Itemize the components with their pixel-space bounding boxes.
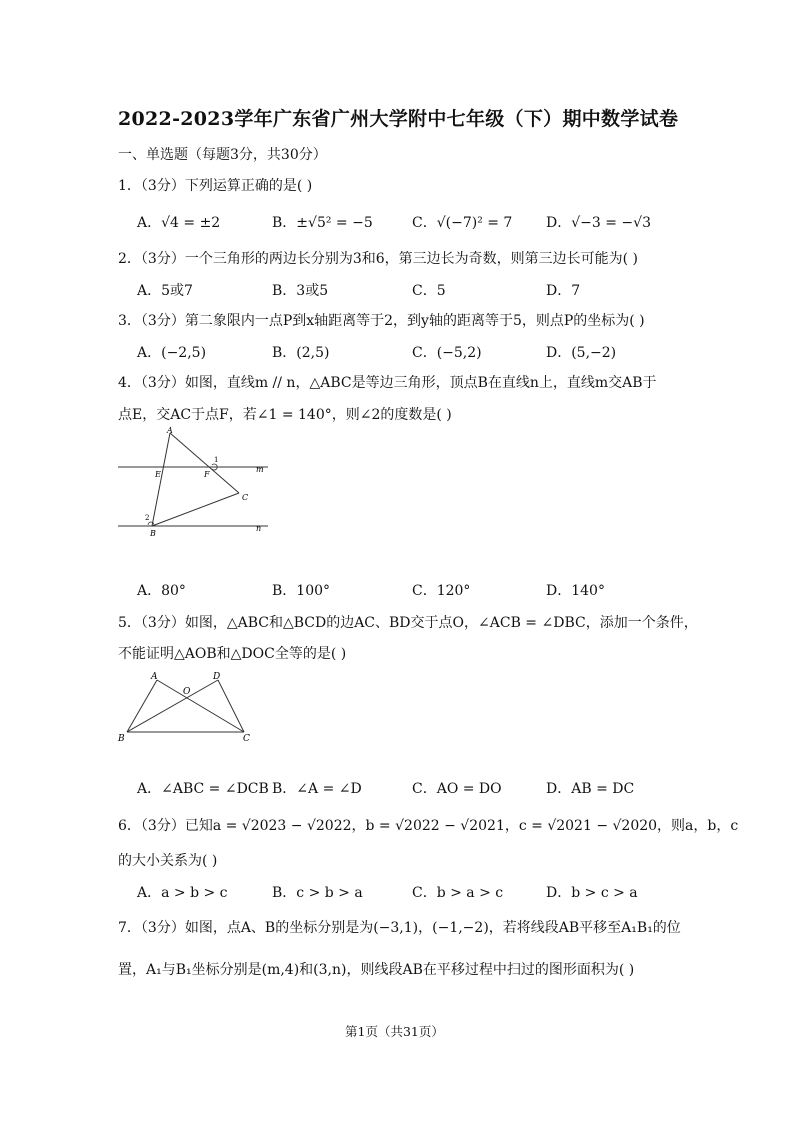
section-header: 一、单选题（每题3分，共30分）	[118, 147, 327, 163]
side-ab	[152, 433, 170, 526]
fig4-label-b: B	[150, 529, 156, 538]
fig4-label-a: A	[167, 426, 173, 435]
fig5-label-a: A	[151, 672, 158, 682]
q4-option-d: D．140°	[546, 583, 605, 599]
q6-option-b: B．c > b > a	[272, 885, 363, 901]
question-1-stem: 1．（3分）下列运算正确的是( )	[118, 178, 313, 194]
question-6-stem-line2: 的大小关系为( )	[118, 853, 218, 869]
side-bc	[152, 493, 239, 526]
q2-option-d: D．7	[546, 283, 581, 299]
question-3-stem: 3．（3分）第二象限内一点P到x轴距离等于2，到y轴的距离等于5，则点P的坐标为( )	[118, 313, 645, 329]
q3-option-b: B．(2,5)	[272, 345, 330, 361]
fig4-label-m: m	[256, 465, 264, 474]
q6-option-a: A．a > b > c	[137, 885, 228, 901]
question-5-stem-line1: 5．（3分）如图，△ABC和△BCD的边AC、BD交于点O，∠ACB = ∠DBC，添加一个条件，	[118, 615, 698, 631]
fig4-label-e: E	[155, 470, 161, 479]
fig5-label-b: B	[118, 734, 125, 744]
fig5-label-d: D	[213, 672, 221, 682]
q1-option-a: A．√4 = ±2	[137, 215, 221, 231]
angle-2-arc	[148, 522, 154, 525]
q3-option-c: C．(−5,2)	[412, 345, 482, 361]
q6-option-c: C．b > a > c	[412, 885, 504, 901]
question-7-stem-line1: 7．（3分）如图，点A、B的坐标分别是为(−3,1)，(−1,−2)，若将线段AB平移至A₁B₁的位	[118, 920, 681, 936]
q5-option-c: C．AO = DO	[412, 781, 502, 797]
page-title: 2022-2023学年广东省广州大学附中七年级（下）期中数学试卷	[118, 108, 679, 130]
question-4-stem-line2: 点E，交AC于点F，若∠1 = 140°，则∠2的度数是( )	[118, 407, 452, 423]
q2-option-c: C．5	[412, 283, 446, 299]
figure-q4	[118, 425, 268, 540]
fig4-label-1: 1	[214, 456, 219, 464]
question-4-stem-line1: 4．（3分）如图，直线m // n，△ABC是等边三角形，顶点B在直线n上，直线m交AB于	[118, 375, 657, 391]
q5-option-a: A．∠ABC = ∠DCB	[137, 781, 269, 797]
q3-option-a: A．(−2,5)	[137, 345, 207, 361]
q4-option-a: A．80°	[137, 583, 186, 599]
q1-option-d: D．√−3 = −√3	[546, 215, 651, 231]
fig4-label-n: n	[256, 524, 262, 533]
fig4-label-f: F	[204, 470, 210, 479]
question-2-stem: 2．（3分）一个三角形的两边长分别为3和6，第三边长为奇数，则第三边长可能为( )	[118, 251, 639, 267]
q6-option-d: D．b > c > a	[546, 885, 638, 901]
q1-option-b: B．±√5² = −5	[272, 215, 373, 231]
question-5-stem-line2: 不能证明△AOB和△DOC全等的是( )	[118, 646, 347, 662]
question-6-stem-line1: 6．（3分）已知a = √2023 − √2022，b = √2022 − √2021，c = √2021 − √2020，则a，b，c	[118, 818, 739, 834]
q4-option-c: C．120°	[412, 583, 471, 599]
fig4-label-c: C	[242, 493, 249, 502]
question-7-stem-line2: 置，A₁与B₁坐标分别是(m,4)和(3,n)，则线段AB在平移过程中扫过的图形面积为( )	[118, 962, 635, 978]
q5-option-b: B．∠A = ∠D	[272, 781, 362, 797]
fig5-label-o: O	[183, 687, 191, 697]
segment-db	[127, 680, 218, 732]
q4-option-b: B．100°	[272, 583, 331, 599]
segment-ba	[127, 680, 157, 732]
fig4-label-2: 2	[145, 514, 150, 522]
q5-option-d: D．AB = DC	[546, 781, 635, 797]
side-ac	[170, 433, 239, 493]
page-footer: 第1页（共31页）	[345, 1024, 444, 1039]
q3-option-d: D．(5,−2)	[546, 345, 617, 361]
q1-option-c: C．√(−7)² = 7	[412, 215, 513, 231]
q2-option-b: B．3或5	[272, 283, 329, 299]
q2-option-a: A．5或7	[137, 283, 193, 299]
figure-q5	[117, 670, 257, 746]
fig5-label-c: C	[243, 734, 250, 744]
